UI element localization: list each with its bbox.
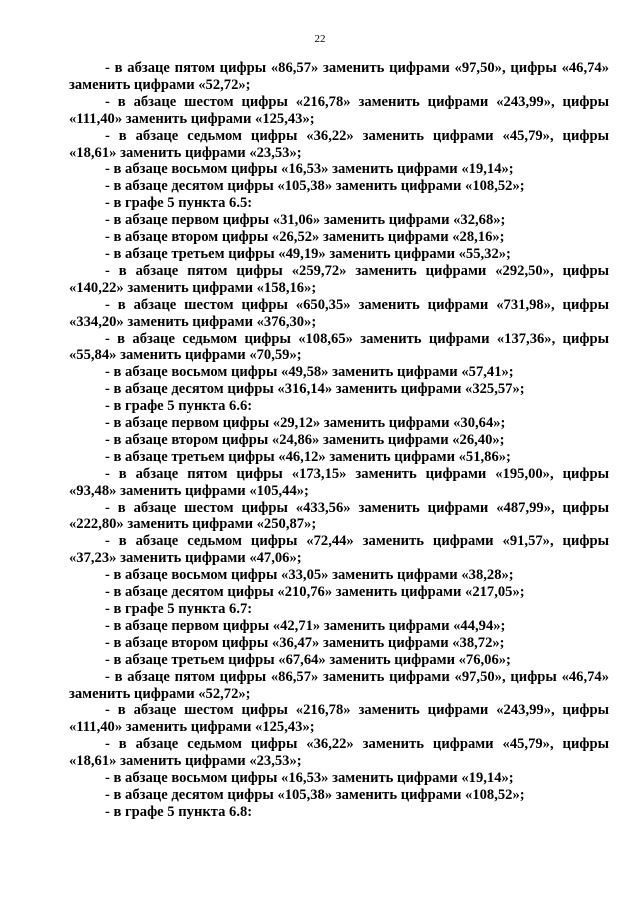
amendment-item: - в абзаце шестом цифры «650,35» заменить цифрами «731,98», цифры «334,20» заменить цифрами «376,30»; [69,296,609,330]
amendment-item: - в абзаце первом цифры «29,12» заменить цифрами «30,64»; [105,415,506,432]
amendment-item: - в абзаце седьмом цифры «72,44» заменить цифрами «91,57», цифры «37,23» заменить цифрами «47,06»; [69,533,609,567]
amendment-item: - в абзаце третьем цифры «49,19» заменить цифрами «55,32»; [105,245,511,262]
amendment-item: - в абзаце седьмом цифры «36,22» заменить цифрами «45,79», цифры «18,61» заменить цифрами «23,53»; [69,127,609,161]
amendment-item: - в абзаце третьем цифры «46,12» заменить цифрами «51,86»; [105,448,511,465]
amendment-item: - в абзаце десятом цифры «105,38» заменить цифрами «108,52»; [105,178,525,195]
amendment-item: - в абзаце третьем цифры «67,64» заменить цифрами «76,06»; [105,651,511,668]
section-heading: - в графе 5 пункта 6.5: [105,195,253,212]
amendment-item: - в абзаце восьмом цифры «49,58» заменить цифрами «57,41»; [105,364,514,381]
amendment-item: - в абзаце десятом цифры «210,76» заменить цифрами «217,05»; [105,584,525,601]
amendment-item: - в абзаце пятом цифры «173,15» заменить цифрами «195,00», цифры «93,48» заменить цифрами «105,44»; [69,465,609,499]
amendment-item: - в абзаце шестом цифры «433,56» заменить цифрами «487,99», цифры «222,80» заменить цифрами «250,87»; [69,499,609,533]
amendment-item: - в абзаце втором цифры «36,47» заменить цифрами «38,72»; [105,634,505,651]
amendment-item: - в абзаце первом цифры «42,71» заменить цифрами «44,94»; [105,617,506,634]
amendment-item: - в абзаце десятом цифры «105,38» заменить цифрами «108,52»; [105,786,525,803]
amendment-item: - в абзаце десятом цифры «316,14» заменить цифрами «325,57»; [105,381,525,398]
section-heading: - в графе 5 пункта 6.7: [105,601,253,617]
amendment-item: - в абзаце пятом цифры «86,57» заменить цифрами «97,50», цифры «46,74» заменить цифрами «52,72»; [69,668,609,702]
section-heading: - в графе 5 пункта 6.8: [105,803,253,820]
amendment-item: - в абзаце шестом цифры «216,78» заменить цифрами «243,99», цифры «111,40» заменить цифрами «125,43»; [69,702,609,736]
amendment-item: - в абзаце восьмом цифры «16,53» заменить цифрами «19,14»; [105,770,514,787]
amendment-item: - в абзаце втором цифры «24,86» заменить цифрами «26,40»; [105,431,505,448]
amendment-item: - в абзаце седьмом цифры «36,22» заменить цифрами «45,79», цифры «18,61» заменить цифрами «23,53»; [69,736,609,770]
amendment-item: - в абзаце седьмом цифры «108,65» заменить цифрами «137,36», цифры «55,84» заменить цифрами «70,59»; [69,330,609,364]
document-body [69,60,609,821]
amendment-item: - в абзаце восьмом цифры «33,05» заменить цифрами «38,28»; [105,567,514,584]
amendment-item: - в абзаце шестом цифры «216,78» заменить цифрами «243,99», цифры «111,40» заменить цифрами «125,43»; [69,93,609,127]
amendment-item: - в абзаце восьмом цифры «16,53» заменить цифрами «19,14»; [105,161,514,178]
section-heading: - в графе 5 пункта 6.6: [105,398,253,415]
amendment-item: - в абзаце первом цифры «31,06» заменить цифрами «32,68»; [105,212,506,229]
page-number: 22 [314,33,326,45]
amendment-item: - в абзаце пятом цифры «259,72» заменить цифрами «292,50», цифры «140,22» заменить цифрами «158,16»; [69,262,609,296]
amendment-item: - в абзаце пятом цифры «86,57» заменить цифрами «97,50», цифры «46,74» заменить цифрами «52,72»; [69,60,609,93]
amendment-item: - в абзаце втором цифры «26,52» заменить цифрами «28,16»; [105,229,505,246]
